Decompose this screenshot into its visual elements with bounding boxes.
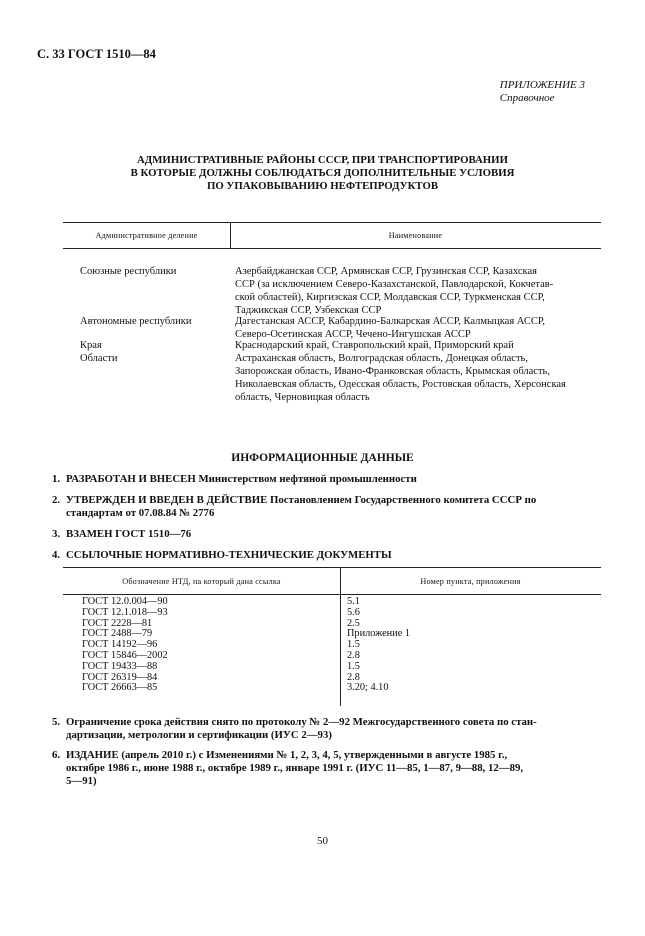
- doc-cell: ГОСТ 14192—96: [82, 639, 158, 651]
- info-title: ИНФОРМАЦИОННЫЕ ДАННЫЕ: [231, 452, 414, 464]
- name-line: область, Черновицкая область: [235, 392, 370, 403]
- item-number: 5.: [52, 716, 61, 728]
- item-text: ССЫЛОЧНЫЕ НОРМАТИВНО-ТЕХНИЧЕСКИЕ ДОКУМЕНТЫ: [66, 549, 392, 561]
- info-item-6: [52, 749, 600, 788]
- table2-col2-header: Номер пункта, приложения: [420, 577, 521, 586]
- page-number: 50: [317, 835, 328, 847]
- name-line: Краснодарский край, Ставропольский край, Приморский край: [235, 340, 514, 351]
- table2-col1-header: Обозначение НТД, на который дана ссылка: [122, 577, 281, 586]
- name-line: Северо-Осетинская АССР, Чечено-Ингушская АССР: [235, 329, 471, 340]
- ref-cell: 2.8: [347, 649, 360, 661]
- ref-cell: 5.1: [347, 596, 360, 607]
- title-line: ПО УПАКОВЫВАНИЮ НЕФТЕПРОДУКТОВ: [206, 180, 439, 192]
- item-number: 3.: [52, 528, 61, 540]
- names-oblasti: [235, 352, 597, 404]
- table1-col2-header: Наименование: [388, 231, 443, 240]
- ref-cell: 2.5: [347, 617, 360, 629]
- doc-cell: ГОСТ 2488—79: [82, 628, 153, 640]
- doc-cell: ГОСТ 12.1.018—93: [82, 606, 168, 618]
- name-line: Запорожская область, Ивано-Франковская область, Крымская область,: [235, 366, 550, 377]
- item-text-line1: Ограничение срока действия снято по протоколу № 2—92 Межгосударственного совета по стан-: [66, 716, 537, 728]
- division-union-republics: Союзные республики: [80, 266, 177, 277]
- item-text-line1: ИЗДАНИЕ (апрель 2010 г.) с Изменениями № 1, 2, 3, 4, 5, утвержденными в августе 1985 г.,: [66, 749, 508, 761]
- doc-cell: ГОСТ 19433—88: [82, 660, 158, 672]
- info-item-3: [52, 528, 600, 541]
- table2-ref-column: [347, 597, 410, 694]
- ref-cell: 1.5: [347, 660, 360, 672]
- division-autonomous-republics: Автономные республики: [80, 316, 192, 327]
- table1-col1-header: Административное деление: [95, 231, 198, 240]
- item-number: 6.: [52, 749, 61, 761]
- appendix-label: [500, 79, 585, 105]
- ref-cell: 3.20; 4.10: [347, 682, 389, 694]
- table2-header-rule: [63, 594, 601, 595]
- names-autonomous-republics: [235, 315, 597, 341]
- name-line: ской областей), Киргизская ССР, Молдавская ССР, Туркменская ССР,: [235, 292, 545, 303]
- item-text: ВЗАМЕН ГОСТ 1510—76: [66, 528, 192, 540]
- name-line: Азербайджанская ССР, Армянская ССР, Грузинская ССР, Казахская: [235, 266, 537, 277]
- table2-top-rule: [63, 567, 601, 568]
- ref-cell: 2.8: [347, 671, 360, 683]
- info-item-2: [52, 494, 600, 520]
- info-item-5: [52, 716, 600, 742]
- names-union-republics: [235, 265, 597, 317]
- item-bold: УТВЕРЖДЕН И ВВЕДЕН В ДЕЙСТВИЕ: [66, 494, 268, 506]
- name-line: Николаевская область, Одесская область, Ростовская область, Херсонская: [235, 379, 566, 390]
- name-line: ССР (за исключением Северо-Казахстанской, Павлодарской, Кокчетав-: [235, 279, 554, 290]
- table2-column-divider: [340, 567, 341, 706]
- doc-cell: ГОСТ 12.0.004—90: [82, 596, 168, 607]
- doc-cell: ГОСТ 2228—81: [82, 617, 153, 629]
- item-text: Министерством нефтяной промышленности: [195, 473, 417, 485]
- name-line: Астраханская область, Волгоградская область, Донецкая область,: [235, 353, 528, 364]
- item-text-line2: дартизации, метрологии и сертификации (ИУС 2—93): [66, 729, 332, 741]
- table1-top-rule: [63, 222, 601, 223]
- info-item-4: [52, 549, 600, 562]
- item-text-line2: октябре 1986 г., июне 1988 г., октябре 1989 г., январе 1991 г. (ИУС 11—85, 1—87, 9—88, 12—89,: [66, 762, 524, 774]
- page-header: С. 33 ГОСТ 1510—84: [37, 47, 156, 61]
- doc-cell: ГОСТ 15846—2002: [82, 649, 168, 661]
- ref-cell: Приложение 1: [347, 628, 410, 640]
- division-krai: Края: [80, 340, 102, 351]
- appendix-number: ПРИЛОЖЕНИЕ 3: [499, 79, 585, 91]
- names-krai: [235, 339, 597, 352]
- item-text-line3: 5—91): [66, 775, 97, 787]
- table1-header-rule: [63, 248, 601, 249]
- ref-cell: 5.6: [347, 606, 360, 618]
- doc-cell: ГОСТ 26663—85: [82, 682, 158, 694]
- info-item-1: [52, 473, 600, 486]
- item-text: Постановлением Государственного комитета СССР по: [267, 494, 537, 506]
- appendix-type: Справочное: [499, 92, 555, 104]
- name-line: Таджикская ССР, Узбекская ССР: [235, 305, 382, 316]
- item-bold: РАЗРАБОТАН И ВНЕСЕН: [66, 473, 196, 485]
- appendix-title: [60, 154, 585, 193]
- division-oblasti: Области: [80, 353, 118, 364]
- item-number: 4.: [52, 549, 61, 561]
- item-text-line2: стандартам от 07.08.84 № 2776: [66, 507, 215, 519]
- title-line: В КОТОРЫЕ ДОЛЖНЫ СОБЛЮДАТЬСЯ ДОПОЛНИТЕЛЬНЫЕ УСЛОВИЯ: [130, 167, 515, 179]
- item-number: 2.: [52, 494, 61, 506]
- title-line: АДМИНИСТРАТИВНЫЕ РАЙОНЫ СССР, ПРИ ТРАНСПОРТИРОВАНИИ: [137, 154, 508, 166]
- doc-cell: ГОСТ 26319—84: [82, 671, 158, 683]
- name-line: Дагестанская АССР, Кабардино-Балкарская АССР, Калмыцкая АССР,: [235, 316, 545, 327]
- item-number: 1.: [52, 473, 61, 485]
- table2-doc-column: [82, 597, 168, 694]
- ref-cell: 1.5: [347, 639, 360, 651]
